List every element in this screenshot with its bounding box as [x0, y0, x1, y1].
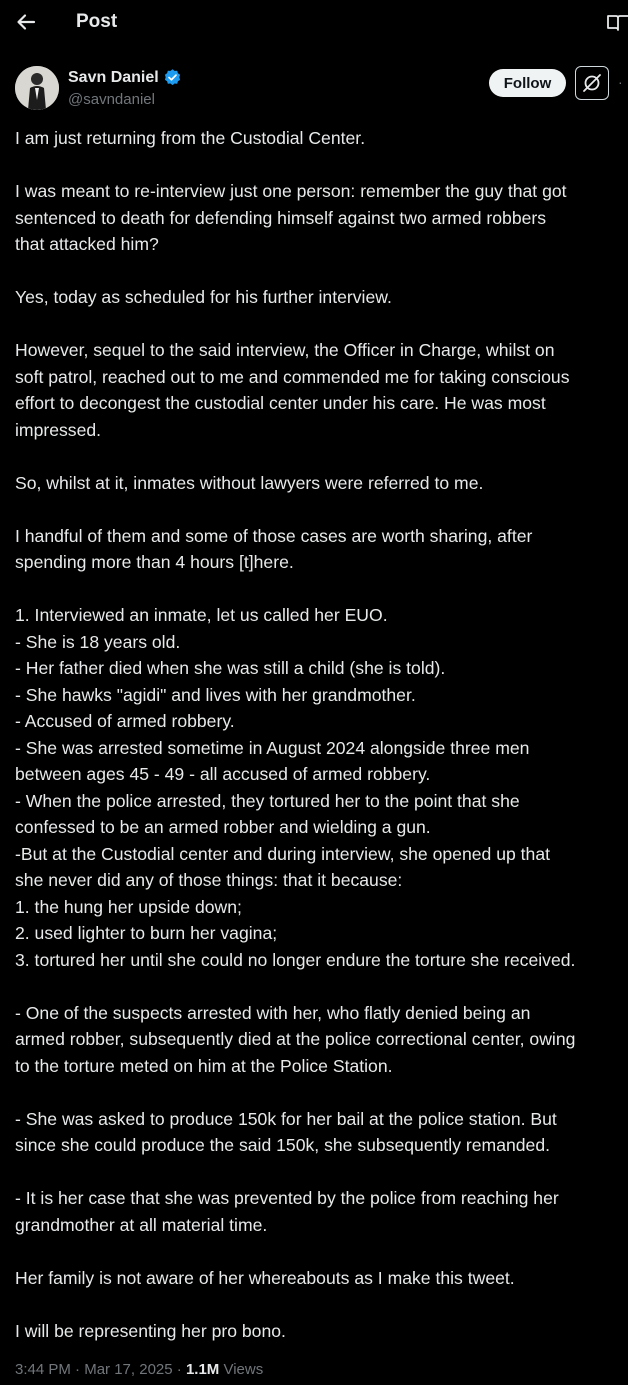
post-line: - Her father died when she was still a child (she is told).	[15, 658, 446, 678]
post-line: - One of the suspects arrested with her, who flatly denied being an	[15, 1002, 531, 1023]
blank-line	[15, 443, 628, 470]
blank-line	[15, 152, 628, 179]
post-line: since she could produce the said 150k, she subsequently remanded.	[15, 1135, 551, 1155]
post-text	[15, 125, 628, 1344]
post-line: impressed.	[15, 419, 102, 440]
post-meta	[15, 1359, 263, 1381]
grok-icon	[581, 72, 603, 94]
post-line: spending more than 4 hours [t]here.	[15, 552, 294, 572]
post-line: that attacked him?	[15, 234, 159, 254]
post-line: effort to decongest the custodial center under his care. He was most	[15, 393, 546, 413]
views-label: Views	[219, 1361, 264, 1378]
post-line: I am just returning from the Custodial Center.	[15, 128, 366, 148]
avatar[interactable]	[15, 66, 59, 110]
blank-line	[15, 258, 628, 285]
blank-line	[15, 576, 628, 603]
top-bar	[0, 0, 628, 44]
more-options-button[interactable]: ·	[618, 74, 623, 90]
display-name[interactable]	[68, 68, 182, 87]
post-line: I was meant to re-interview just one person: remember the guy that got	[15, 181, 567, 201]
post-line: - When the police arrested, they tortured her to the point that she	[15, 790, 520, 811]
follow-button[interactable]: Follow	[489, 69, 566, 97]
meta-separator: ·	[172, 1361, 186, 1378]
post-line: -But at the Custodial center and during interview, she opened up that	[15, 843, 551, 864]
post-line: However, sequel to the said interview, the Officer in Charge, whilst on	[15, 340, 555, 360]
avatar-image	[15, 66, 59, 110]
post-line: - She was arrested sometime in August 2024 alongside three men	[15, 737, 530, 758]
post-line: Her family is not aware of her whereabouts as I make this tweet.	[15, 1267, 515, 1288]
post-line: between ages 45 - 49 - all accused of armed robbery.	[15, 764, 431, 784]
user-handle[interactable]: @savndaniel	[68, 91, 155, 108]
post-line: sentenced to death for defending himself against two armed robbers	[15, 207, 547, 228]
post-line: soft patrol, reached out to me and commended me for taking conscious	[15, 366, 570, 387]
display-name-text: Savn Daniel	[68, 68, 159, 86]
back-button[interactable]	[12, 8, 40, 36]
meta-separator: ·	[70, 1361, 85, 1378]
verified-badge-icon	[163, 68, 182, 87]
post-line: - She was asked to produce 150k for her bail at the police station. But	[15, 1108, 557, 1129]
post-line: I handful of them and some of those cases are worth sharing, after	[15, 525, 533, 546]
post-line: to the torture meted on him at the Police Station.	[15, 1055, 393, 1076]
author-row	[0, 60, 628, 120]
post-line: Yes, today as scheduled for his further interview.	[15, 287, 392, 307]
page-title: Post	[76, 11, 118, 32]
reader-mode-button[interactable]	[606, 13, 628, 33]
blank-line	[15, 1238, 628, 1265]
post-line: 1. the hung her upside down;	[15, 896, 242, 917]
post-line: she never did any of those things: that it because:	[15, 870, 403, 890]
post-date[interactable]: Mar 17, 2025	[84, 1361, 173, 1378]
post-line: - She hawks "agidi" and lives with her grandmother.	[15, 684, 416, 705]
blank-line	[15, 973, 628, 1000]
blank-line	[15, 311, 628, 338]
views-count: 1.1M	[185, 1361, 220, 1378]
post-line: - She is 18 years old.	[15, 631, 181, 652]
reader-mode-icon	[606, 13, 628, 33]
post-time[interactable]: 3:44 PM	[15, 1361, 71, 1378]
post-line: - Accused of armed robbery.	[15, 711, 235, 731]
blank-line	[15, 1079, 628, 1106]
post-line: confessed to be an armed robber and wielding a gun.	[15, 817, 431, 837]
post-line: grandmother at all material time.	[15, 1214, 268, 1235]
blank-line	[15, 1159, 628, 1186]
post-line: So, whilst at it, inmates without lawyers were referred to me.	[15, 472, 484, 493]
post-line: 2. used lighter to burn her vagina;	[15, 923, 278, 943]
blank-line	[15, 496, 628, 523]
post-line: I will be representing her pro bono.	[15, 1320, 286, 1341]
arrow-left-icon	[16, 12, 36, 32]
post-line: - It is her case that she was prevented by the police from reaching her	[15, 1188, 559, 1208]
post-line: armed robber, subsequently died at the police correctional center, owing	[15, 1029, 576, 1049]
post-line: 3. tortured her until she could no longer endure the torture she received.	[15, 949, 576, 970]
post-line: 1. Interviewed an inmate, let us called her EUO.	[15, 605, 388, 625]
grok-button[interactable]	[575, 66, 609, 100]
blank-line	[15, 1291, 628, 1318]
